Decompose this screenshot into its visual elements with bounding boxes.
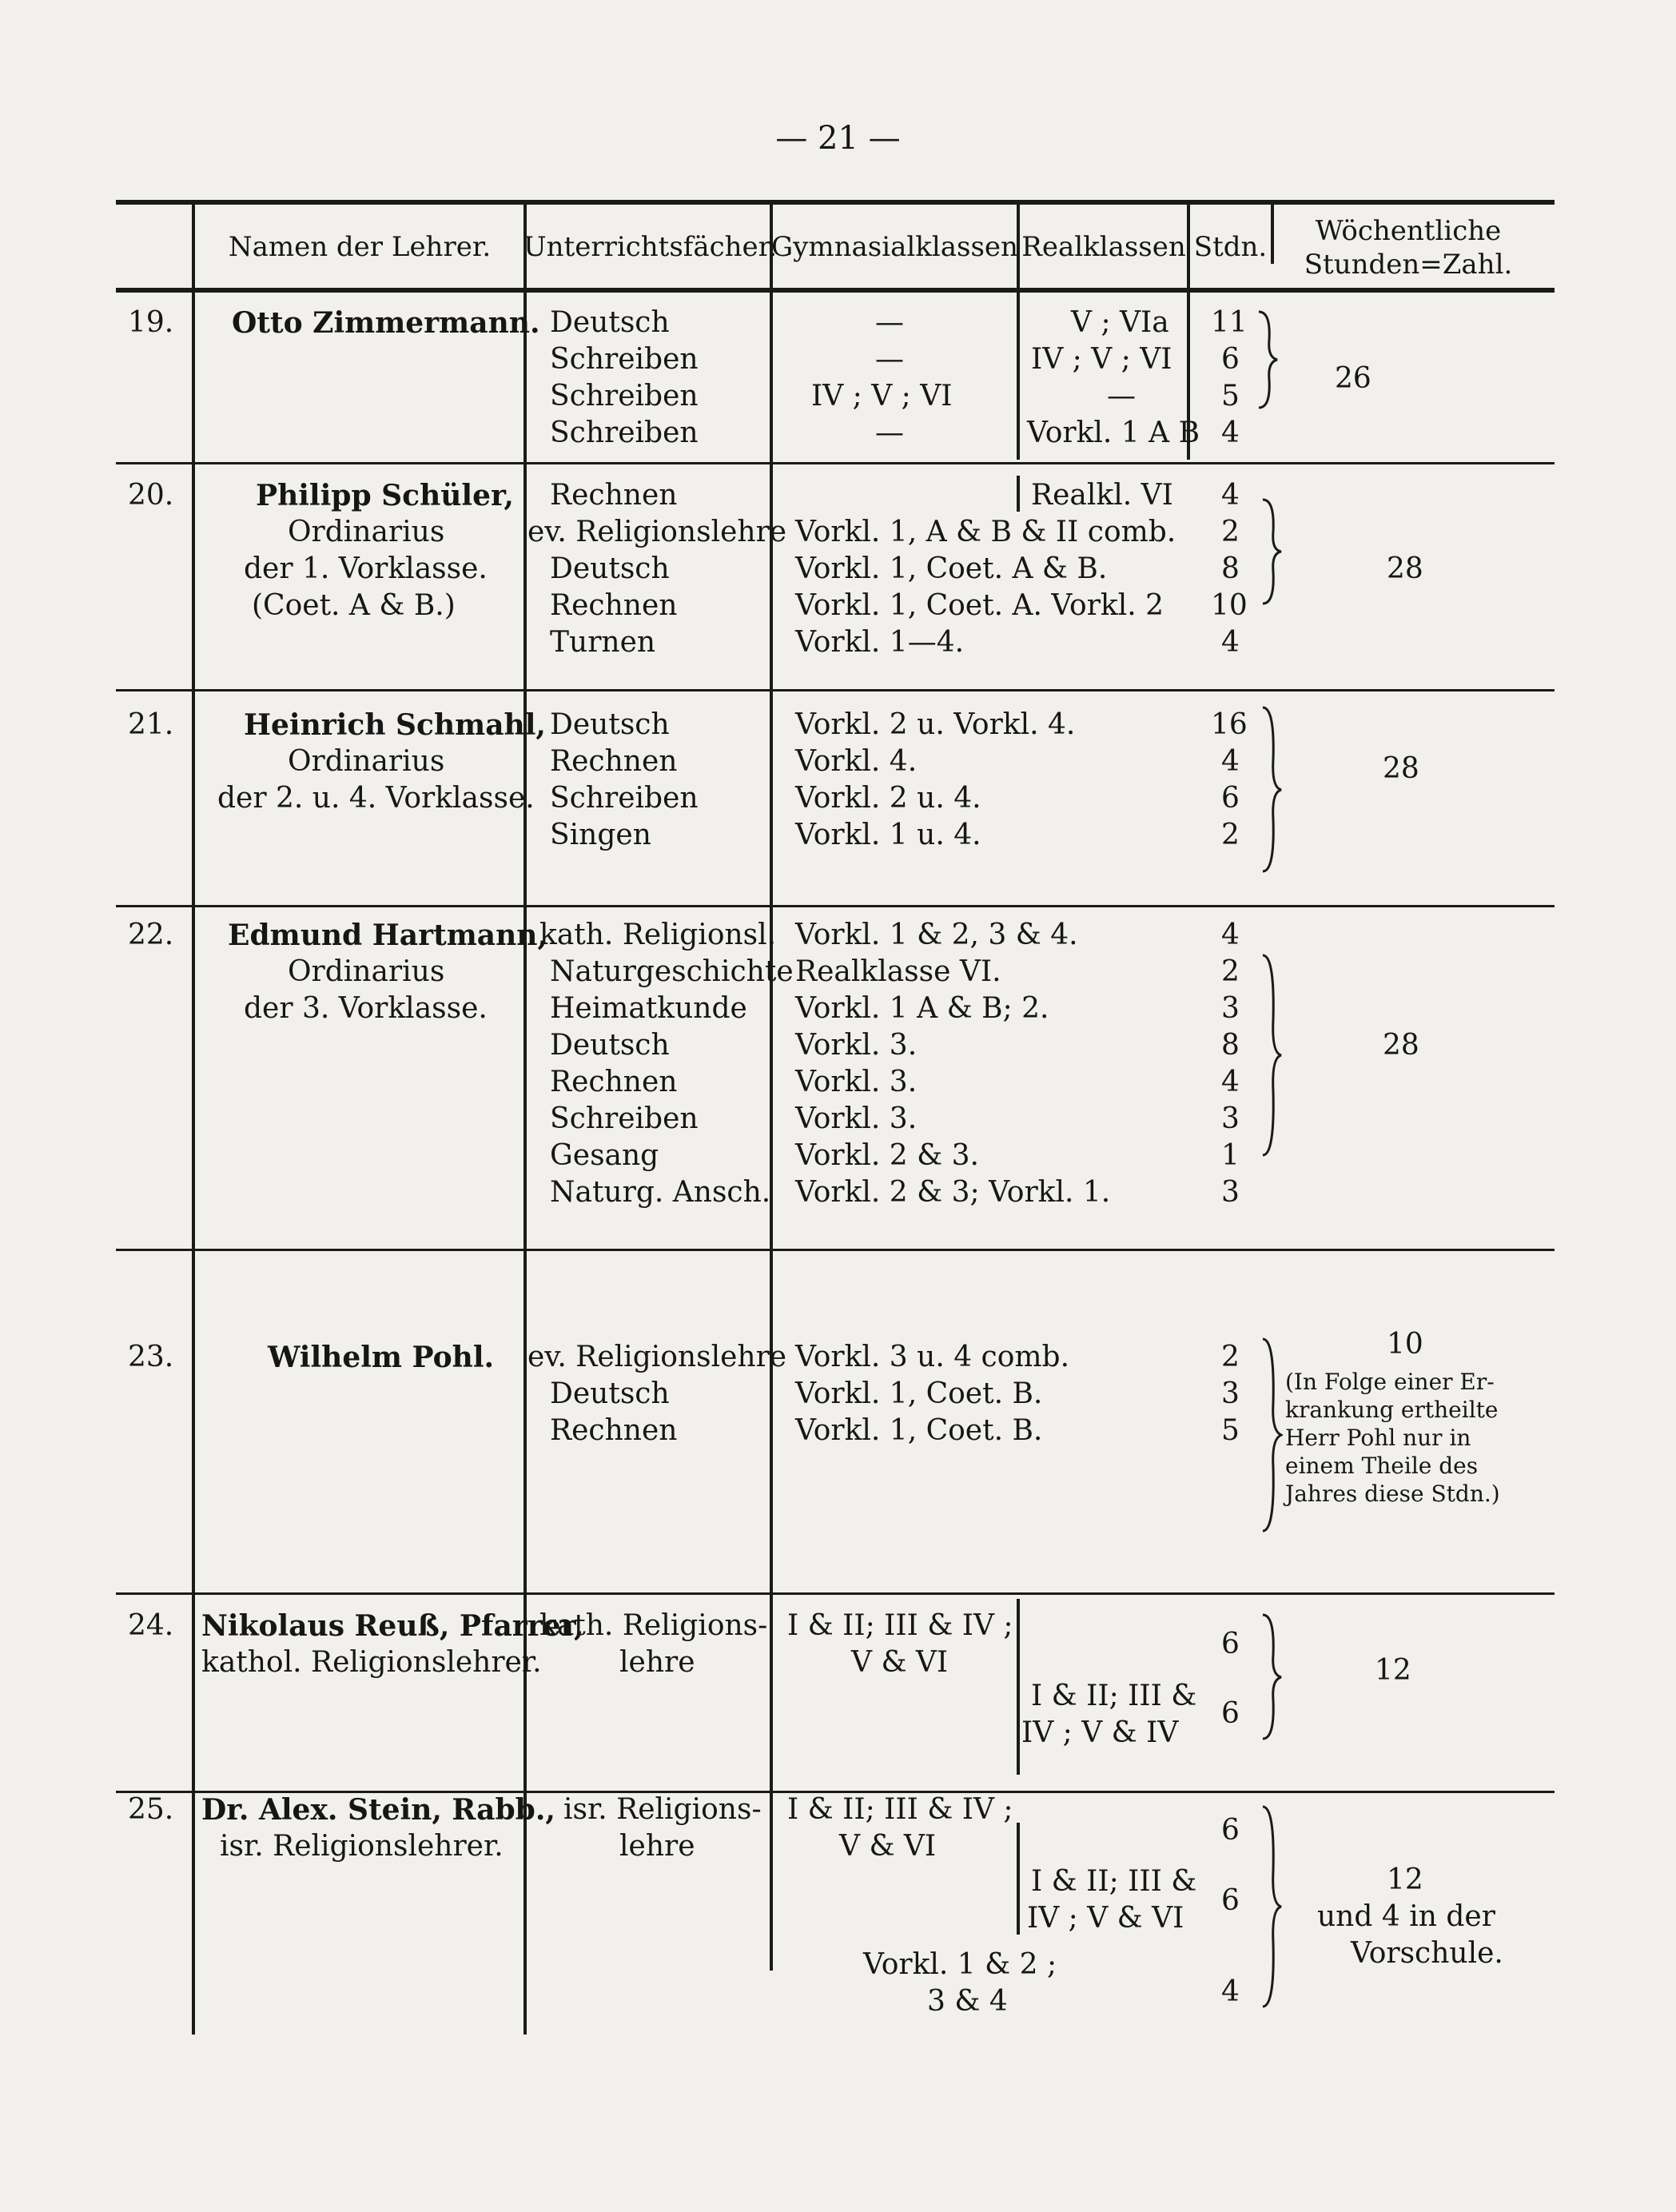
class: Vorkl. 3 u. 4 comb. <box>795 1341 1070 1373</box>
teacher-role: der 2. u. 4. Vorklasse. <box>217 782 535 815</box>
hours: 2 <box>1221 1341 1240 1373</box>
subject: ev. Religionslehre <box>527 516 787 548</box>
hours: 5 <box>1221 380 1240 413</box>
class: Vorkl. 1, Coet. A. Vorkl. 2 <box>795 589 1164 622</box>
teacher-role: isr. Religionslehrer. <box>220 1830 504 1863</box>
class: Vorkl. 1, Coet. A & B. <box>795 552 1108 585</box>
teacher-role: kathol. Religionslehrer. <box>201 1646 542 1679</box>
vorkl-class: 3 & 4 <box>927 1985 1008 2018</box>
class: Vorkl. 1 u. 4. <box>795 819 981 851</box>
subject: ev. Religionslehre <box>527 1341 787 1373</box>
subject: Schreiben <box>550 1102 699 1135</box>
hours: 3 <box>1221 992 1240 1025</box>
class: Vorkl. 3. <box>795 1102 918 1135</box>
row-number: 22. <box>128 919 174 951</box>
hours: 4 <box>1221 479 1240 512</box>
subject: Naturg. Ansch. <box>550 1176 771 1209</box>
total-hours: 12 <box>1387 1863 1423 1896</box>
hours: 5 <box>1221 1414 1240 1447</box>
real-class: — <box>1107 380 1136 413</box>
hours: 6 <box>1221 1697 1240 1730</box>
total-hours: 28 <box>1383 1029 1419 1062</box>
class: Vorkl. 4. <box>795 745 918 778</box>
hours: 4 <box>1221 416 1240 449</box>
gym-class: — <box>875 306 904 339</box>
subject: Rechnen <box>550 479 678 512</box>
hours: 16 <box>1211 708 1248 741</box>
hours: 8 <box>1221 1029 1240 1062</box>
header-real: Realklassen <box>1021 231 1186 263</box>
hours: 3 <box>1221 1102 1240 1135</box>
gym-class: I & II; III & IV ; <box>787 1793 1013 1826</box>
real-class: Vorkl. 1 A B <box>1027 416 1200 449</box>
real-class: IV ; V & VI <box>1027 1902 1184 1935</box>
hours: 6 <box>1221 1628 1240 1660</box>
subject: Deutsch <box>550 708 670 741</box>
brace-icon <box>1259 496 1283 608</box>
subject: Rechnen <box>550 745 678 778</box>
header-bottom-rule <box>116 288 1555 293</box>
subject: isr. Religions- <box>563 1793 762 1826</box>
subject: lehre <box>619 1646 695 1679</box>
hours: 6 <box>1221 782 1240 815</box>
row-separator <box>116 1592 1555 1595</box>
subject: Schreiben <box>550 782 699 815</box>
gym-class: — <box>875 343 904 376</box>
class: Realkl. VI <box>1031 479 1173 512</box>
hours: 4 <box>1221 745 1240 778</box>
class: Vorkl. 2 & 3; Vorkl. 1. <box>795 1176 1111 1209</box>
hours: 4 <box>1221 1066 1240 1098</box>
teacher-role: Ordinarius <box>288 955 445 988</box>
total-hours: 10 <box>1387 1328 1423 1361</box>
class: Realklasse VI. <box>795 955 1001 988</box>
row-number: 20. <box>128 479 174 512</box>
subject: Deutsch <box>550 552 670 585</box>
class: Vorkl. 1, A & B & II comb. <box>795 516 1176 548</box>
hours: 6 <box>1221 1814 1240 1847</box>
total-note: Vorschule. <box>1351 1937 1503 1970</box>
note-line: krankung ertheilte <box>1285 1397 1499 1423</box>
real-class: I & II; III & <box>1031 1865 1197 1898</box>
real-class: V ; VIa <box>1071 306 1169 339</box>
gym-class: I & II; III & IV ; <box>787 1609 1013 1642</box>
teacher-name: Edmund Hartmann, <box>228 919 547 952</box>
brace-icon <box>1259 1611 1283 1743</box>
hours: 2 <box>1221 516 1240 548</box>
total-hours: 28 <box>1387 552 1423 585</box>
teacher-name: Dr. Alex. Stein, Rabb., <box>201 1793 555 1827</box>
brace-icon <box>1255 308 1279 412</box>
row-separator <box>116 689 1555 691</box>
class: Vorkl. 1 & 2, 3 & 4. <box>795 919 1078 951</box>
row-separator <box>116 1249 1555 1251</box>
class: Vorkl. 2 u. 4. <box>795 782 981 815</box>
row-number: 21. <box>128 708 174 741</box>
note-line: (In Folge einer Er- <box>1285 1369 1495 1395</box>
class: Vorkl. 2 u. Vorkl. 4. <box>795 708 1076 741</box>
gym-class: V & VI <box>851 1646 949 1679</box>
hours: 6 <box>1221 343 1240 376</box>
teacher-name: Otto Zimmermann. <box>232 306 540 340</box>
row-number: 25. <box>128 1793 174 1826</box>
hours: 6 <box>1221 1884 1240 1917</box>
teacher-name: Wilhelm Pohl. <box>268 1341 495 1374</box>
subject: lehre <box>619 1830 695 1863</box>
col-line-realkl-20 <box>1017 476 1020 512</box>
header-weekly-1: Wöchentliche <box>1315 215 1502 247</box>
hours: 2 <box>1221 955 1240 988</box>
hours: 2 <box>1221 819 1240 851</box>
total-hours: 28 <box>1383 752 1419 785</box>
col-line-name <box>192 204 195 2035</box>
class: Vorkl. 1 A & B; 2. <box>795 992 1049 1025</box>
teacher-role: (Coet. A & B.) <box>252 589 456 622</box>
row-separator <box>116 905 1555 907</box>
hours: 11 <box>1211 306 1248 339</box>
brace-icon <box>1259 703 1283 875</box>
class: Vorkl. 1, Coet. B. <box>795 1377 1043 1410</box>
note-line: einem Theile des <box>1285 1453 1479 1479</box>
header-gymnasium: Gymnasialklassen <box>771 231 1018 263</box>
total-hours: 12 <box>1375 1654 1411 1687</box>
col-line-real-24 <box>1017 1599 1020 1775</box>
hours: 8 <box>1221 552 1240 585</box>
brace-icon <box>1259 951 1283 1159</box>
hours: 4 <box>1221 919 1240 951</box>
teacher-role: der 1. Vorklasse. <box>244 552 488 585</box>
class: Vorkl. 1, Coet. B. <box>795 1414 1043 1447</box>
hours: 3 <box>1221 1377 1240 1410</box>
subject: Deutsch <box>550 306 670 339</box>
header-name: Namen der Lehrer. <box>228 231 492 263</box>
col-line-subjects <box>524 204 527 2035</box>
page-number: — 21 — <box>775 120 901 157</box>
teacher-name: Philipp Schüler, <box>256 479 514 512</box>
subject: Schreiben <box>550 416 699 449</box>
header-hours: Stdn. <box>1193 231 1268 263</box>
class: Vorkl. 1—4. <box>795 626 965 659</box>
hours: 4 <box>1221 1975 1240 2008</box>
real-class: I & II; III & <box>1031 1680 1197 1712</box>
total-note: und 4 in der <box>1317 1900 1495 1933</box>
row-number: 24. <box>128 1609 174 1642</box>
subject: Heimatkunde <box>550 992 747 1025</box>
row-number: 19. <box>128 306 174 339</box>
row-separator <box>116 462 1555 464</box>
hours: 4 <box>1221 626 1240 659</box>
header-subjects: Unterrichtsfächer. <box>524 231 778 263</box>
teacher-role: der 3. Vorklasse. <box>244 992 488 1025</box>
subject: Schreiben <box>550 380 699 413</box>
gym-class: V & VI <box>839 1830 937 1863</box>
teacher-role: Ordinarius <box>288 516 445 548</box>
note-line: Herr Pohl nur in <box>1285 1425 1471 1451</box>
hours: 3 <box>1221 1176 1240 1209</box>
subject: Rechnen <box>550 589 678 622</box>
hours: 10 <box>1211 589 1248 622</box>
teacher-name: Heinrich Schmahl, <box>244 708 546 742</box>
subject: Schreiben <box>550 343 699 376</box>
subject: kath. Religionsl. <box>539 919 777 951</box>
teacher-role: Ordinarius <box>288 745 445 778</box>
subject: Gesang <box>550 1139 659 1172</box>
col-line-gym <box>770 204 773 1971</box>
class: Vorkl. 3. <box>795 1066 918 1098</box>
subject: Rechnen <box>550 1414 678 1447</box>
brace-icon <box>1259 1803 1283 2011</box>
real-class: IV ; V & IV <box>1021 1716 1179 1749</box>
subject: Turnen <box>550 626 656 659</box>
subject: Rechnen <box>550 1066 678 1098</box>
subject: Naturgeschichte <box>550 955 794 988</box>
brace-icon <box>1259 1335 1283 1535</box>
col-line-real-25 <box>1017 1823 1020 1935</box>
gym-class: IV ; V ; VI <box>811 380 953 413</box>
teacher-name: Nikolaus Reuß, Pfarrer, <box>201 1609 584 1643</box>
total-hours: 26 <box>1335 362 1371 395</box>
class: Vorkl. 3. <box>795 1029 918 1062</box>
vorkl-class: Vorkl. 1 & 2 ; <box>863 1948 1057 1981</box>
subject: Deutsch <box>550 1029 670 1062</box>
subject: Singen <box>550 819 651 851</box>
gym-class: — <box>875 416 904 449</box>
real-class: IV ; V ; VI <box>1031 343 1172 376</box>
subject: Deutsch <box>550 1377 670 1410</box>
subject: kath. Religions- <box>539 1609 768 1642</box>
note-line: Jahres diese Stdn.) <box>1285 1481 1500 1507</box>
class: Vorkl. 2 & 3. <box>795 1139 979 1172</box>
table-top-rule <box>116 200 1555 205</box>
hours: 1 <box>1221 1139 1240 1172</box>
header-weekly-2: Stunden=Zahl. <box>1304 249 1513 281</box>
row-number: 23. <box>128 1341 174 1373</box>
